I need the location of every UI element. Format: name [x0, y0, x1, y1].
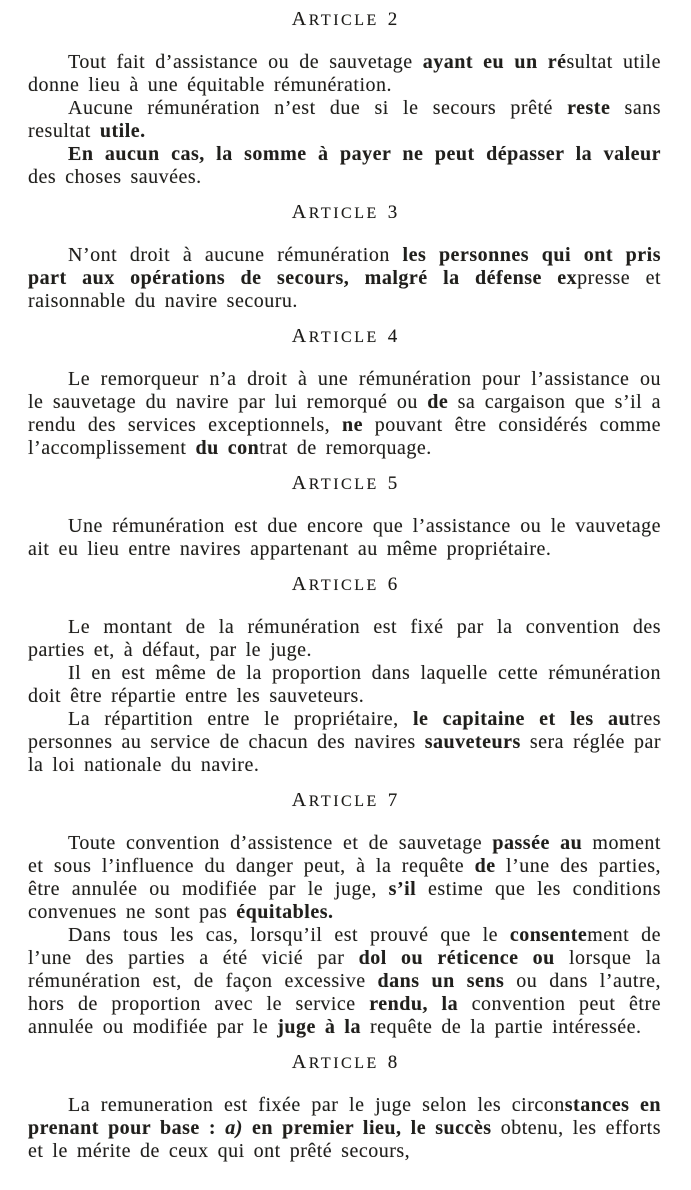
article-heading-label: ARTICLE	[291, 325, 379, 347]
text-segment: l’une des parties, être annulée ou modifiée par le juge,	[28, 855, 661, 900]
article-heading-number: 7	[387, 790, 398, 811]
text-segment: s’il	[388, 878, 417, 900]
text-segment: consente	[509, 924, 588, 946]
text-segment: moment et sous l’influence du danger peut, à la requête	[28, 832, 661, 877]
article-2-heading	[28, 10, 661, 30]
paragraph	[28, 97, 661, 143]
article-4-body	[28, 368, 661, 460]
text-segment: ment de l’une des parties a été vicié par	[28, 924, 661, 969]
article-heading-number: 8	[387, 1052, 398, 1073]
text-segment: lorsque la rémunération est, de façon excessive	[28, 947, 662, 992]
text-segment: trat de remorquage.	[259, 437, 432, 459]
text-segment: Il en est même de la proportion dans laquelle cette rémunération doit être répartie entre les sauveteurs.	[28, 662, 661, 707]
paragraph	[28, 1094, 661, 1163]
paragraph	[28, 924, 661, 1039]
text-segment: sauveteurs	[424, 731, 521, 753]
article-heading-label: ARTICLE	[291, 472, 379, 494]
text-segment: en premier lieu, le succès	[242, 1117, 492, 1139]
article-heading-number: 2	[387, 9, 398, 30]
text-segment: équitables.	[236, 901, 334, 923]
text-segment: dol ou réticence ou	[358, 947, 555, 969]
article-heading-number: 5	[387, 473, 398, 494]
text-segment: les personnes qui ont pris part aux opérations de secours, malgré la défense ex	[28, 244, 662, 289]
article-heading-label: ARTICLE	[291, 1051, 379, 1073]
paragraph	[28, 616, 661, 662]
article-heading-number: 4	[387, 326, 398, 347]
text-segment: presse et raisonnable du navire secouru.	[28, 267, 662, 312]
text-segment: pouvant être considérés comme l’accomplissement	[28, 414, 662, 459]
text-segment: La remuneration est fixée par le juge selon les circon	[68, 1094, 565, 1116]
text-segment: utile.	[99, 120, 146, 142]
article-7-heading	[28, 791, 661, 811]
article-heading-label: ARTICLE	[291, 201, 379, 223]
text-segment: ayant eu un ré	[422, 51, 567, 73]
article-8	[28, 1053, 661, 1163]
text-segment: dans un sens	[377, 970, 505, 992]
text-segment: requête de la partie intéressée.	[360, 1016, 642, 1038]
text-segment: a)	[225, 1117, 243, 1139]
article-heading-label: ARTICLE	[291, 789, 379, 811]
article-6-heading	[28, 575, 661, 595]
text-segment: sans resultat	[28, 97, 661, 142]
text-segment: de	[427, 391, 449, 413]
text-segment: stances en prenant pour base :	[28, 1094, 661, 1139]
article-7	[28, 791, 661, 1039]
article-7-body	[28, 832, 661, 1039]
text-segment: obtenu, les efforts et le mérite de ceux qui ont prêté secours,	[28, 1117, 661, 1162]
text-segment: ou dans l’autre, hors de proportion avec le service	[28, 970, 661, 1015]
text-segment: convention peut être annulée ou modifiée par le	[28, 993, 661, 1038]
text-segment: En aucun cas, la somme à payer ne peut dépasser la valeur	[68, 143, 661, 165]
text-segment: le capitaine et les au	[412, 708, 631, 730]
paragraph	[28, 244, 661, 313]
text-segment: tres personnes au service de chacun des navires	[28, 708, 661, 753]
article-2	[28, 10, 661, 189]
article-3-body	[28, 244, 661, 313]
text-segment: ne	[341, 414, 363, 436]
text-segment: Tout fait d’assistance ou de sauvetage	[68, 51, 423, 73]
paragraph	[28, 832, 661, 924]
text-segment: estime que les conditions convenues ne sont pas	[28, 878, 661, 923]
article-4-heading	[28, 327, 661, 347]
paragraph	[28, 143, 661, 189]
text-segment: rendu, la	[369, 993, 459, 1015]
article-heading-label: ARTICLE	[291, 8, 379, 30]
article-2-body	[28, 51, 661, 189]
text-segment: N’ont droit à aucune rémunération	[68, 244, 403, 266]
text-segment: La répartition entre le propriétaire,	[68, 708, 413, 730]
paragraph	[28, 368, 661, 460]
text-segment: juge à la	[277, 1016, 361, 1038]
text-segment: Aucune rémunération n’est due si le secours prêté	[68, 97, 568, 119]
article-5	[28, 474, 661, 561]
text-segment: sa cargaison que s’il a rendu des services exceptionnels,	[28, 391, 661, 436]
paragraph	[28, 662, 661, 708]
text-segment: Une rémunération est due encore que l’assistance ou le vauvetage ait eu lieu entre navires appartenant au même propriétaire.	[28, 515, 661, 560]
text-segment: sultat utile donne lieu à une équitable rémunération.	[28, 51, 661, 96]
paragraph	[28, 515, 661, 561]
article-8-heading	[28, 1053, 661, 1073]
text-segment: Le montant de la rémunération est fixé par la convention des parties et, à défaut, par le juge.	[28, 616, 661, 661]
text-segment: Toute convention d’assistence et de sauvetage	[68, 832, 493, 854]
article-4	[28, 327, 661, 460]
article-heading-label: ARTICLE	[291, 573, 379, 595]
article-3	[28, 203, 661, 313]
text-segment: du con	[195, 437, 260, 459]
article-5-body	[28, 515, 661, 561]
text-segment: de	[474, 855, 496, 877]
text-segment: des choses sauvées.	[28, 166, 202, 188]
text-segment: Le remorqueur n’a droit à une rémunération pour l’assistance ou le sauvetage du navire par lui remorqué ou	[28, 368, 661, 413]
article-6-body	[28, 616, 661, 777]
text-segment: reste	[567, 97, 611, 119]
article-3-heading	[28, 203, 661, 223]
text-segment: Dans tous les cas, lorsqu’il est prouvé que le	[68, 924, 510, 946]
text-segment: passée au	[492, 832, 583, 854]
article-heading-number: 6	[387, 574, 398, 595]
article-6	[28, 575, 661, 777]
article-heading-number: 3	[387, 202, 398, 223]
paragraph	[28, 708, 661, 777]
text-segment: sera réglée par la loi nationale du navire.	[28, 731, 661, 776]
article-8-body	[28, 1094, 661, 1163]
article-5-heading	[28, 474, 661, 494]
paragraph	[28, 51, 661, 97]
